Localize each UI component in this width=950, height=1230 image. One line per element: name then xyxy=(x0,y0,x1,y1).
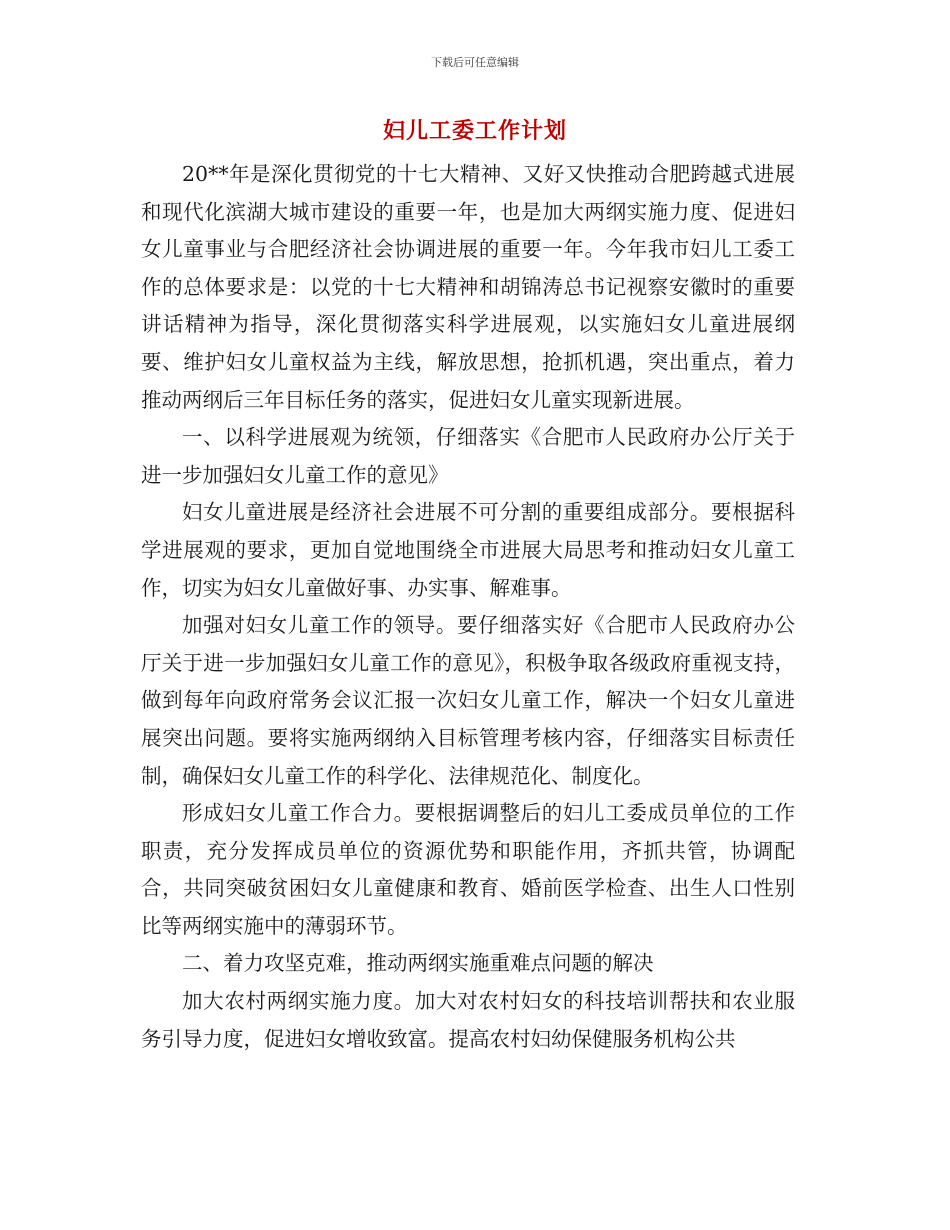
paragraph-intro: 20**年是深化贯彻党的十七大精神、又好又快推动合肥跨越式进展和现代化滨湖大城市建设的重要一年，也是加大两纲实施力度、促进妇女儿童事业与合肥经济社会协调进展的重要一年。今年我市妇儿工委工作的总体要求是：以党的十七大精神和胡锦涛总书记视察安徽时的重要讲话精神为指导，深化贯彻落实科学进展观，以实施妇女儿童进展纲要、维护妇女儿童权益为主线，解放思想，抢抓机遇，突出重点，着力推动两纲后三年目标任务的落实，促进妇女儿童实现新进展。 xyxy=(141,162,795,412)
paragraph: 加强对妇女儿童工作的领导。要仔细落实好《合肥市人民政府办公厅关于进一步加强妇女儿童工作的意见》，积极争取各级政府重视支持，做到每年向政府常务会议汇报一次妇女儿童工作，解决一个妇女儿童进展突出问题。要将实施两纲纳入目标管理考核内容，仔细落实目标责任制，确保妇女儿童工作的科学化、法律规范化、制度化。 xyxy=(141,613,795,788)
paragraph: 妇女儿童进展是经济社会进展不可分割的重要组成部分。要根据科学进展观的要求，更加自觉地围绕全市进展大局思考和推动妇女儿童工作，切实为妇女儿童做好事、办实事、解难事。 xyxy=(141,500,795,600)
header-note: 下载后可任意编辑 xyxy=(431,56,519,69)
paragraph: 形成妇女儿童工作合力。要根据调整后的妇儿工委成员单位的工作职责，充分发挥成员单位的资源优势和职能作用，齐抓共管，协调配合，共同突破贫困妇女儿童健康和教育、婚前医学检查、出生人口性别比等两纲实施中的薄弱环节。 xyxy=(141,801,795,938)
section-heading-1: 一、以科学进展观为统领，仔细落实《合肥市人民政府办公厅关于进一步加强妇女儿童工作的意见》 xyxy=(141,425,795,487)
paragraph: 加大农村两纲实施力度。加大对农村妇女的科技培训帮扶和农业服务引导力度，促进妇女增收致富。提高农村妇幼保健服务机构公共 xyxy=(141,989,795,1051)
document-title: 妇儿工委工作计划 xyxy=(382,119,567,144)
document-body xyxy=(141,156,795,1058)
section-heading-2: 二、着力攻坚克难，推动两纲实施重难点问题的解决 xyxy=(182,951,654,976)
